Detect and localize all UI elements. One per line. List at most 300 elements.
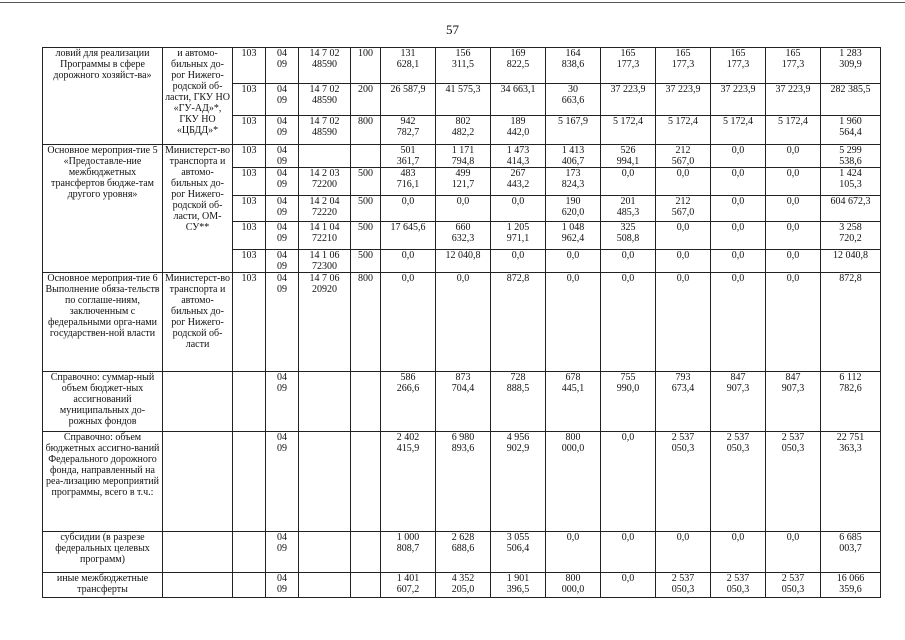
value-cell [491, 432, 546, 532]
value-text: 4 352 [451, 573, 475, 584]
rzpr-value: 09 [277, 261, 287, 272]
value-text: 1 048 [561, 222, 585, 233]
value-cell [656, 222, 711, 250]
value-cell [601, 532, 656, 573]
value-text: 37 223,9 [775, 84, 811, 95]
rzpr-value: 04 [277, 573, 287, 584]
value-cell [491, 145, 546, 168]
value-cell [821, 222, 881, 250]
value-cell [381, 273, 436, 372]
value-text: 41 575,3 [445, 84, 481, 95]
measure-description-cell: ловий для реализации Программы в сфере дорожного хозяйст-ва» [43, 48, 163, 145]
value-cell [711, 168, 766, 196]
value-cell [766, 48, 821, 84]
rzpr-cell [266, 222, 299, 250]
value-text: 000,0 [561, 443, 585, 454]
value-cell [711, 273, 766, 372]
rzpr-value: 09 [277, 127, 287, 138]
value-text: 1 901 [506, 573, 530, 584]
value-text: 0,0 [401, 196, 415, 207]
grbs-cell: 103 [233, 84, 266, 116]
value-text: 794,8 [451, 156, 475, 167]
value-text: 586 [400, 372, 416, 383]
value-cell [436, 573, 491, 598]
value-text: 0,0 [786, 196, 800, 207]
value-cell [546, 273, 601, 372]
value-text: 604 672,3 [830, 196, 871, 207]
value-cell [601, 372, 656, 432]
rzpr-value: 04 [277, 145, 287, 156]
value-cell [491, 273, 546, 372]
value-cell [436, 116, 491, 145]
value-text: 22 751 [836, 432, 865, 443]
value-text: 325 [620, 222, 636, 233]
csr-value: 72210 [312, 233, 337, 244]
value-text: 688,6 [451, 543, 475, 554]
value-cell [436, 273, 491, 372]
value-cell [821, 168, 881, 196]
value-cell [436, 532, 491, 573]
executor-cell: Министерст-во транспорта и автомо-бильных до-рог Нижего-родской об-ласти [163, 273, 233, 372]
value-cell [491, 532, 546, 573]
value-text: 0,0 [676, 250, 690, 261]
value-text: 0,0 [621, 250, 635, 261]
value-cell [381, 573, 436, 598]
value-cell [546, 168, 601, 196]
value-text: 164 [565, 48, 581, 59]
value-text: 359,6 [839, 584, 862, 595]
measure-description-cell: иные межбюджетные трансферты [43, 573, 163, 598]
value-text: 2 537 [671, 573, 695, 584]
table-row [43, 432, 881, 532]
value-text: 1 171 [451, 145, 475, 156]
value-cell [491, 196, 546, 222]
value-text: 5 172,4 [723, 116, 753, 127]
value-cell [491, 116, 546, 145]
value-cell [546, 116, 601, 145]
value-text: 632,3 [451, 233, 475, 244]
value-text: 37 223,9 [610, 84, 646, 95]
value-cell [821, 573, 881, 598]
value-text: 873 [455, 372, 471, 383]
value-text: 0,0 [621, 273, 635, 284]
value-text: 267 [510, 168, 526, 179]
top-rule [0, 2, 905, 3]
value-text: 050,3 [781, 443, 805, 454]
value-cell [656, 250, 711, 273]
rzpr-cell [266, 573, 299, 598]
value-cell [821, 432, 881, 532]
value-cell [766, 432, 821, 532]
value-text: 483 [400, 168, 416, 179]
rzpr-value: 04 [277, 273, 287, 284]
value-cell [766, 84, 821, 116]
value-cell [381, 48, 436, 84]
value-text: 131 [400, 48, 416, 59]
value-text: 0,0 [731, 145, 745, 156]
value-cell [491, 573, 546, 598]
value-text: 808,7 [396, 543, 420, 554]
value-text: 0,0 [401, 273, 415, 284]
csr-value: 14 1 04 [309, 222, 340, 233]
value-text: 30 [568, 84, 578, 95]
csr-cell [299, 168, 351, 196]
rzpr-value: 04 [277, 222, 287, 233]
value-text: 902,9 [506, 443, 530, 454]
csr-cell [299, 116, 351, 145]
value-cell [711, 196, 766, 222]
value-text: 678 [565, 372, 581, 383]
value-cell [656, 196, 711, 222]
vr-cell [351, 432, 381, 532]
value-text: 663,6 [561, 95, 585, 106]
value-cell [601, 573, 656, 598]
value-cell [381, 116, 436, 145]
rzpr-value: 04 [277, 250, 287, 261]
value-text: 050,3 [726, 584, 750, 595]
value-text: 782,6 [839, 383, 862, 394]
value-text: 1 413 [561, 145, 585, 156]
value-text: 1 960 [839, 116, 862, 127]
csr-value: 14 7 06 [309, 273, 340, 284]
value-cell [711, 573, 766, 598]
value-cell [821, 196, 881, 222]
value-text: 847 [785, 372, 801, 383]
value-cell [546, 573, 601, 598]
value-text: 121,7 [451, 179, 475, 190]
rzpr-cell [266, 116, 299, 145]
value-text: 0,0 [456, 273, 470, 284]
table-row [43, 573, 881, 598]
value-text: 872,8 [839, 273, 862, 284]
measure-description-cell: Справочно: объем бюджетных ассигно-ваний Федерального дорожного фонда, направленный на реа-лизацию мероприятий программы, всего в т.ч.: [43, 432, 163, 532]
csr-value: 14 7 02 [309, 48, 340, 59]
value-cell [711, 48, 766, 84]
value-cell [436, 196, 491, 222]
rzpr-value: 04 [277, 196, 287, 207]
value-text: 0,0 [786, 168, 800, 179]
value-cell [656, 273, 711, 372]
rzpr-value: 09 [277, 207, 287, 218]
table-row [43, 273, 881, 372]
value-cell [656, 532, 711, 573]
value-cell [436, 145, 491, 168]
value-text: 893,6 [451, 443, 475, 454]
value-cell [766, 196, 821, 222]
value-text: 414,3 [506, 156, 530, 167]
value-text: 824,3 [561, 179, 585, 190]
vr-cell [351, 145, 381, 168]
value-text: 822,5 [506, 59, 530, 70]
budget-table [42, 47, 881, 598]
vr-cell [351, 532, 381, 573]
csr-cell [299, 372, 351, 432]
value-text: 050,3 [671, 584, 695, 595]
value-text: 1 000 [396, 532, 420, 543]
executor-cell [163, 573, 233, 598]
csr-cell [299, 48, 351, 84]
vr-cell: 200 [351, 84, 381, 116]
value-text: 37 223,9 [665, 84, 701, 95]
grbs-cell: 103 [233, 116, 266, 145]
value-text: 0,0 [676, 273, 690, 284]
rzpr-cell [266, 84, 299, 116]
value-text: 0,0 [731, 222, 745, 233]
value-text: 628,1 [396, 59, 420, 70]
page-number: 57 [446, 22, 459, 37]
value-cell [436, 222, 491, 250]
value-text: 0,0 [621, 573, 635, 584]
value-cell [821, 532, 881, 573]
value-text: 1 205 [506, 222, 530, 233]
value-cell [656, 145, 711, 168]
vr-cell: 100 [351, 48, 381, 84]
value-cell [766, 273, 821, 372]
value-text: 720,2 [839, 233, 862, 244]
value-text: 2 537 [781, 432, 805, 443]
value-cell [766, 168, 821, 196]
value-text: 445,1 [561, 383, 585, 394]
value-text: 177,3 [671, 59, 695, 70]
value-text: 971,1 [506, 233, 530, 244]
value-text: 050,3 [781, 584, 805, 595]
rzpr-value: 09 [277, 443, 287, 454]
value-cell [766, 116, 821, 145]
rzpr-value: 04 [277, 84, 287, 95]
value-cell [711, 84, 766, 116]
value-text: 1 473 [506, 145, 530, 156]
value-cell [546, 145, 601, 168]
value-cell [821, 250, 881, 273]
value-text: 177,3 [781, 59, 805, 70]
value-cell [546, 196, 601, 222]
value-text: 361,7 [396, 156, 420, 167]
value-text: 0,0 [786, 250, 800, 261]
value-text: 5 172,4 [668, 116, 698, 127]
table-body [43, 48, 881, 598]
executor-cell: и автомо-бильных до-рог Нижего-родской об-ласти, ГКУ НО «ГУ-АД»*, ГКУ НО «ЦБДД»* [163, 48, 233, 145]
value-text: 0,0 [566, 273, 580, 284]
measure-description-cell: субсидии (в разрезе федеральных целевых программ) [43, 532, 163, 573]
value-text: 34 663,1 [500, 84, 536, 95]
csr-cell [299, 84, 351, 116]
csr-cell [299, 432, 351, 532]
value-text: 838,6 [561, 59, 585, 70]
value-text: 12 040,8 [445, 250, 481, 261]
executor-cell [163, 372, 233, 432]
measure-description-cell: Основное мероприя-тие 5 «Предоставле-ние межбюджетных трансфертов бюдже-там другого уровня» [43, 145, 163, 273]
value-cell [381, 196, 436, 222]
grbs-cell: 103 [233, 273, 266, 372]
value-text: 0,0 [676, 532, 690, 543]
value-text: 0,0 [786, 532, 800, 543]
value-text: 0,0 [401, 250, 415, 261]
value-cell [546, 84, 601, 116]
value-text: 2 628 [451, 532, 475, 543]
value-cell [546, 250, 601, 273]
csr-cell [299, 573, 351, 598]
value-text: 309,9 [839, 59, 862, 70]
value-text: 396,5 [506, 584, 530, 595]
value-text: 37 223,9 [720, 84, 756, 95]
rzpr-value: 09 [277, 179, 287, 190]
value-cell [601, 250, 656, 273]
value-text: 415,9 [396, 443, 420, 454]
value-cell [766, 573, 821, 598]
rzpr-value: 04 [277, 532, 287, 543]
csr-value: 48590 [312, 127, 337, 138]
value-cell [711, 432, 766, 532]
value-cell [656, 372, 711, 432]
rzpr-value: 09 [277, 284, 287, 295]
value-cell [601, 196, 656, 222]
value-cell [821, 145, 881, 168]
value-text: 442,0 [506, 127, 530, 138]
value-text: 1 283 [839, 48, 862, 59]
value-text: 6 980 [451, 432, 475, 443]
value-cell [601, 432, 656, 532]
value-text: 0,0 [511, 250, 525, 261]
value-text: 907,3 [781, 383, 805, 394]
value-text: 363,3 [839, 443, 862, 454]
value-text: 0,0 [786, 145, 800, 156]
grbs-cell [233, 573, 266, 598]
value-text: 1 424 [839, 168, 862, 179]
csr-cell [299, 145, 351, 168]
value-cell [436, 432, 491, 532]
value-text: 847 [730, 372, 746, 383]
value-text: 0,0 [731, 273, 745, 284]
grbs-cell: 103 [233, 145, 266, 168]
value-text: 189 [510, 116, 526, 127]
value-text: 660 [455, 222, 471, 233]
value-cell [766, 145, 821, 168]
value-cell [381, 168, 436, 196]
csr-value: 72200 [312, 179, 337, 190]
value-cell [381, 372, 436, 432]
value-cell [766, 532, 821, 573]
value-cell [601, 116, 656, 145]
value-text: 156 [455, 48, 471, 59]
value-text: 782,7 [396, 127, 420, 138]
value-cell [656, 168, 711, 196]
value-cell [436, 168, 491, 196]
value-text: 2 537 [726, 432, 750, 443]
value-text: 607,2 [396, 584, 420, 595]
rzpr-value: 04 [277, 48, 287, 59]
csr-cell [299, 196, 351, 222]
value-cell [491, 84, 546, 116]
value-text: 1 401 [396, 573, 420, 584]
value-text: 3 055 [506, 532, 530, 543]
csr-value: 14 2 04 [309, 196, 340, 207]
value-cell [546, 372, 601, 432]
value-text: 526 [620, 145, 636, 156]
value-text: 962,4 [561, 233, 585, 244]
value-text: 888,5 [506, 383, 530, 394]
value-text: 942 [400, 116, 416, 127]
executor-cell [163, 432, 233, 532]
value-text: 2 402 [396, 432, 420, 443]
vr-cell: 500 [351, 222, 381, 250]
value-text: 201 [620, 196, 636, 207]
value-text: 050,3 [671, 443, 695, 454]
value-text: 000,0 [561, 584, 585, 595]
csr-value: 20920 [312, 284, 337, 295]
rzpr-value: 04 [277, 168, 287, 179]
rzpr-value: 04 [277, 372, 287, 383]
csr-value: 14 7 02 [309, 116, 340, 127]
measure-description-cell: Справочно: суммар-ный объем бюджет-ных ассигнований муниципальных до-рожных фондов [43, 372, 163, 432]
value-cell [601, 273, 656, 372]
value-text: 311,5 [451, 59, 475, 70]
rzpr-value: 09 [277, 233, 287, 244]
value-cell [491, 250, 546, 273]
csr-cell [299, 273, 351, 372]
value-text: 443,2 [506, 179, 530, 190]
value-cell [491, 48, 546, 84]
csr-value: 14 2 03 [309, 168, 340, 179]
rzpr-cell [266, 145, 299, 168]
rzpr-value: 09 [277, 584, 287, 595]
rzpr-cell [266, 532, 299, 573]
vr-cell [351, 573, 381, 598]
vr-cell: 500 [351, 250, 381, 273]
value-cell [546, 222, 601, 250]
value-text: 508,8 [616, 233, 640, 244]
vr-cell [351, 372, 381, 432]
value-cell [766, 372, 821, 432]
value-text: 0,0 [786, 273, 800, 284]
value-text: 050,3 [726, 443, 750, 454]
value-cell [546, 432, 601, 532]
grbs-cell: 103 [233, 250, 266, 273]
value-text: 0,0 [676, 222, 690, 233]
value-cell [601, 84, 656, 116]
value-text: 0,0 [456, 196, 470, 207]
value-cell [381, 250, 436, 273]
value-text: 12 040,8 [833, 250, 868, 261]
value-cell [821, 372, 881, 432]
value-text: 501 [400, 145, 416, 156]
value-text: 2 537 [671, 432, 695, 443]
value-cell [711, 145, 766, 168]
value-text: 26 587,9 [390, 84, 426, 95]
value-cell [821, 116, 881, 145]
value-text: 003,7 [839, 543, 862, 554]
executor-cell [163, 532, 233, 573]
csr-value: 72300 [312, 261, 337, 272]
value-cell [601, 222, 656, 250]
rzpr-cell [266, 273, 299, 372]
value-text: 406,7 [561, 156, 585, 167]
value-cell [766, 250, 821, 273]
value-text: 567,0 [671, 156, 695, 167]
rzpr-cell [266, 372, 299, 432]
value-cell [656, 84, 711, 116]
table-row [43, 145, 881, 168]
value-text: 165 [730, 48, 746, 59]
csr-value: 72220 [312, 207, 337, 218]
csr-cell [299, 222, 351, 250]
value-text: 755 [620, 372, 636, 383]
value-cell [436, 372, 491, 432]
value-cell [821, 48, 881, 84]
value-text: 17 645,6 [390, 222, 426, 233]
rzpr-cell [266, 250, 299, 273]
value-text: 105,3 [839, 179, 862, 190]
value-text: 716,1 [396, 179, 420, 190]
